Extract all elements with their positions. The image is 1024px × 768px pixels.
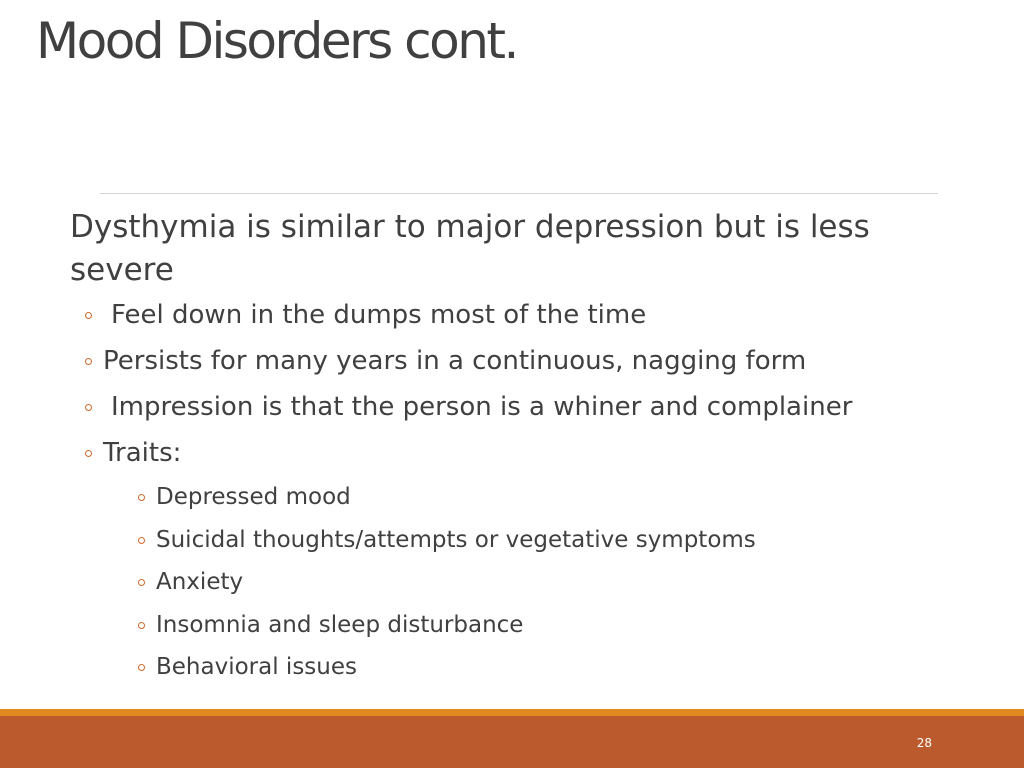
trait-item-text: Suicidal thoughts/attempts or vegetative symptoms <box>156 526 756 553</box>
footer-bar <box>0 716 1024 768</box>
list-item <box>70 384 950 430</box>
trait-item <box>103 476 950 519</box>
list-item <box>70 292 950 338</box>
footer-accent-stripe <box>0 709 1024 716</box>
hollow-circle-bullet-icon <box>85 404 92 411</box>
list-item <box>70 338 950 384</box>
title-divider <box>100 193 938 194</box>
hollow-circle-bullet-icon <box>85 358 92 365</box>
list-item-text: Traits: <box>103 438 182 468</box>
trait-item-text: Anxiety <box>156 569 244 595</box>
hollow-circle-bullet-icon <box>138 622 145 629</box>
lead-paragraph: Dysthymia is similar to major depression but is less severe <box>70 209 870 288</box>
trait-item-text: Insomnia and sleep disturbance <box>156 611 524 638</box>
list-item-text: Impression is that the person is a whiner and complainer <box>111 392 853 422</box>
traits-list <box>103 476 950 689</box>
hollow-circle-bullet-icon <box>85 312 92 319</box>
hollow-circle-bullet-icon <box>138 494 145 501</box>
trait-item-text: Depressed mood <box>156 484 351 510</box>
hollow-circle-bullet-icon <box>138 664 145 671</box>
trait-item <box>103 604 950 647</box>
slide-title: Mood Disorders cont. <box>36 12 517 70</box>
hollow-circle-bullet-icon <box>138 537 145 544</box>
trait-item <box>103 561 950 604</box>
slide-content <box>70 206 950 689</box>
list-item <box>70 430 950 689</box>
trait-item <box>103 646 950 689</box>
list-item-text: Persists for many years in a continuous, nagging form <box>103 346 807 376</box>
hollow-circle-bullet-icon <box>138 579 145 586</box>
hollow-circle-bullet-icon <box>85 450 92 457</box>
list-item-text: Feel down in the dumps most of the time <box>111 300 647 330</box>
slide-number: 28 <box>916 736 932 750</box>
trait-item-text: Behavioral issues <box>156 654 357 680</box>
trait-item <box>103 519 950 562</box>
bullet-list <box>70 292 950 689</box>
